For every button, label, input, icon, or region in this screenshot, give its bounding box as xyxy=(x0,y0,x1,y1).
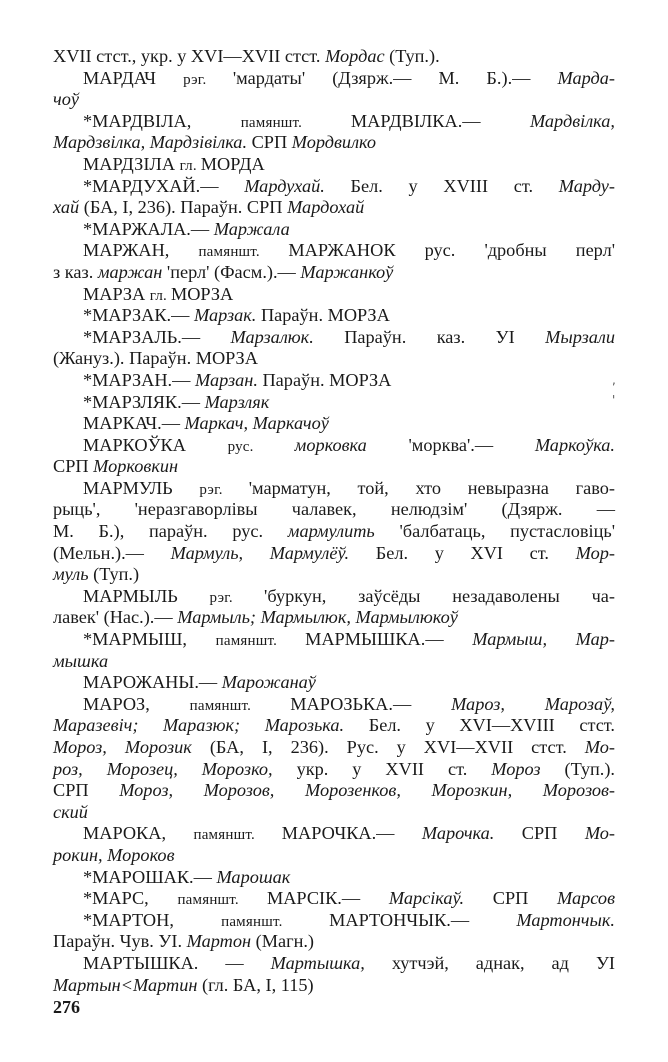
headword-text: 'перл' (Фасм.).— xyxy=(166,261,301,282)
headword-text: з каз. xyxy=(53,261,98,282)
italic-word: Мардвілка, xyxy=(529,110,615,131)
headword-text: МАРОЗЬКА.— xyxy=(290,693,452,714)
text-line xyxy=(53,564,615,586)
text-line xyxy=(53,651,615,673)
headword-text: МАРКАЧ.— xyxy=(83,413,185,434)
headword-text: СРП xyxy=(53,780,120,801)
italic-word: Мор- xyxy=(575,542,615,563)
headword-text: *МАРЗАЛЬ.— xyxy=(83,326,231,347)
headword-text: *МАРОШАК.— xyxy=(83,866,217,887)
italic-word: Марсікаў. xyxy=(388,888,493,909)
headword-text: хутчэй, аднак, ад УІ xyxy=(391,952,615,973)
text-line xyxy=(53,759,615,781)
text-line xyxy=(53,219,615,241)
headword-text: МАРМЫЛЬ xyxy=(83,585,210,606)
headword-text: МАРОЖАНЫ.— xyxy=(83,672,222,693)
italic-word: Маразевіч; Маразюк; Марозька. xyxy=(53,715,369,736)
text-line xyxy=(53,607,615,629)
italic-word: Мардухай. xyxy=(244,175,351,196)
italic-word: Мардохай xyxy=(287,197,365,218)
italic-word: муль xyxy=(53,564,94,585)
abbrev-word: гл. xyxy=(149,287,171,304)
text-line xyxy=(53,284,615,306)
italic-word: Мороз xyxy=(491,758,565,779)
headword-text: Бел. у XVI—XVIII стст. xyxy=(368,715,615,736)
headword-text: МАРОЧКА.— xyxy=(281,823,422,844)
text-line xyxy=(53,435,615,457)
text-line xyxy=(53,327,615,349)
headword-text: Параўн. МОРЗА xyxy=(260,305,390,326)
italic-word: Мартон xyxy=(186,931,256,952)
text-line xyxy=(53,370,615,392)
italic-word: Мармыш, Мар- xyxy=(472,629,615,650)
italic-word: Марсов xyxy=(557,888,616,909)
text-line xyxy=(53,478,615,500)
italic-word: хай xyxy=(53,197,84,218)
text-line xyxy=(53,499,615,521)
italic-word: чоў xyxy=(53,89,79,110)
text-line xyxy=(53,456,615,478)
headword-text: Параўн. МОРЗА xyxy=(262,369,392,390)
headword-text: рыць', 'неразгаворлівы чалавек, нелюдзім' (Дзярж. — xyxy=(53,499,615,520)
italic-word: Мордас xyxy=(325,46,385,66)
headword-text: *МАРТОН, xyxy=(83,909,222,930)
text-line xyxy=(53,715,615,737)
italic-word: Мармуль, Мармулёў. xyxy=(170,542,376,563)
italic-word: Марзан. xyxy=(194,369,263,390)
text-line xyxy=(53,586,615,608)
text-line xyxy=(53,262,615,284)
italic-word: Мартончык. xyxy=(516,909,616,930)
headword-text: (БА, I, 236). Параўн. СРП xyxy=(83,197,288,218)
text-line xyxy=(53,132,615,154)
text-line xyxy=(53,197,615,219)
headword-text: МАРМУЛЬ xyxy=(83,477,200,498)
headword-text: *МАРЗЛЯК.— xyxy=(83,391,205,412)
text-line xyxy=(53,737,615,759)
headword-text: МАРТОНЧЫК.— xyxy=(329,909,517,930)
italic-word: мармулить xyxy=(287,521,400,542)
text-line xyxy=(53,392,615,414)
headword-text: (Туп.). xyxy=(384,46,440,66)
text-line xyxy=(53,802,615,824)
italic-word: Маржанкоў xyxy=(300,261,394,282)
italic-word: Мордвилко xyxy=(291,132,377,153)
page-number: 276 xyxy=(53,997,80,1017)
headword-text: 'буркун, заўсёды незадаволены ча- xyxy=(264,585,616,606)
italic-word: Маркоўка. xyxy=(534,434,615,455)
italic-word: Марзак. xyxy=(193,305,261,326)
headword-text: *МАРМЫШ, xyxy=(83,629,216,650)
italic-word: Мороз, Морозов, Морозенков, Морозкин, Морозов- xyxy=(119,780,615,801)
abbrev-word: памяншт. xyxy=(189,697,291,714)
stray-mark: , xyxy=(612,373,616,387)
headword-text: МАРДАЧ xyxy=(83,67,184,88)
headword-text: (Магн.) xyxy=(255,931,315,952)
text-line xyxy=(53,931,615,953)
headword-text: 'мардаты' (Дзярж.— М. Б.).— xyxy=(232,67,558,88)
text-line xyxy=(53,413,615,435)
dictionary-page-text xyxy=(53,46,615,996)
text-line xyxy=(53,867,615,889)
headword-text: МАРМЫШКА.— xyxy=(305,629,473,650)
text-line xyxy=(53,89,615,111)
italic-word: мышка xyxy=(53,650,109,671)
headword-text: МАРДВІЛКА.— xyxy=(350,110,530,131)
headword-text: *МАРЖАЛА.— xyxy=(83,218,214,239)
headword-text: СРП xyxy=(492,888,558,909)
text-line xyxy=(53,845,615,867)
headword-text: 'марматун, той, хто невыразна гаво- xyxy=(248,477,615,498)
headword-text: МАРЖАНОК рус. 'дробны перл' xyxy=(288,240,615,261)
italic-word: Мо- xyxy=(584,823,616,844)
abbrev-word: памяншт. xyxy=(240,114,351,131)
italic-word: Мармыль; Мармылюк, Мармылюкоў xyxy=(177,607,458,628)
headword-text: XVII стст., укр. у XVI—XVII стст. xyxy=(53,46,326,66)
headword-text: Бел. у XVI ст. xyxy=(375,542,576,563)
italic-word: Мардзвілка, Мардзівілка. xyxy=(53,132,252,153)
headword-text: (БА, I, 236). Рус. у XVI—XVII стст. xyxy=(209,737,585,757)
text-line xyxy=(53,68,615,90)
italic-word: Мырзали xyxy=(545,326,615,347)
headword-text: МАРОЗ, xyxy=(83,693,190,714)
italic-word: Марду- xyxy=(558,175,615,196)
headword-text: *МАРДУХАЙ.— xyxy=(83,175,245,196)
text-line xyxy=(53,176,615,198)
italic-word: маржан xyxy=(97,261,167,282)
italic-word: Мартышка, xyxy=(270,952,392,973)
headword-text: *МАРС, xyxy=(83,888,178,909)
text-line xyxy=(53,305,615,327)
italic-word: Маркач, Маркачоў xyxy=(184,413,329,434)
italic-word: Мо- xyxy=(584,737,615,757)
abbrev-word: рэг. xyxy=(209,589,265,606)
headword-text: СРП xyxy=(53,456,94,477)
text-line xyxy=(53,888,615,910)
headword-text: МАРОКА, xyxy=(83,823,194,844)
headword-text: МОРДА xyxy=(200,153,265,174)
headword-text: *МАРЗАК.— xyxy=(83,305,194,326)
text-line xyxy=(53,46,615,68)
headword-text: (Жануз.). Параўн. МОРЗА xyxy=(53,348,258,369)
headword-text: МАРСІК.— xyxy=(266,888,389,909)
headword-text: *МАРДВІЛА, xyxy=(83,110,241,131)
headword-text: М. Б.), параўн. рус. xyxy=(53,521,288,542)
abbrev-word: рус. xyxy=(227,438,295,455)
stray-mark: ' xyxy=(612,393,616,407)
text-line xyxy=(53,672,615,694)
headword-text: МАРКОЎКА xyxy=(83,434,228,455)
headword-text: (Туп.) xyxy=(93,564,140,585)
headword-text: (гл. БА, I, 115) xyxy=(202,974,314,995)
text-line xyxy=(53,910,615,932)
abbrev-word: памяншт. xyxy=(177,892,267,909)
abbrev-word: памяншт. xyxy=(198,244,289,261)
italic-word: ский xyxy=(53,801,88,822)
headword-text: МАРДЗІЛА xyxy=(83,153,180,174)
headword-text: Параўн. Чув. УІ. xyxy=(53,931,187,952)
abbrev-word: рэг. xyxy=(199,481,249,498)
text-line xyxy=(53,694,615,716)
text-line xyxy=(53,953,615,975)
headword-text: МАРЖАН, xyxy=(83,240,199,261)
text-line xyxy=(53,780,615,802)
italic-word: Марзалюк. xyxy=(230,326,345,347)
headword-text: 'балбатаць, пустасловіць' xyxy=(399,521,616,542)
italic-word: Марошак xyxy=(216,866,291,887)
italic-word: Марда- xyxy=(557,67,615,88)
italic-word: Мароз, Марозаў, xyxy=(451,693,615,714)
text-line xyxy=(53,240,615,262)
italic-word: Мороз, Морозик xyxy=(53,737,210,757)
text-line xyxy=(53,521,615,543)
abbrev-word: рэг. xyxy=(183,71,233,88)
headword-text: МАРЗА xyxy=(83,283,150,304)
abbrev-word: гл. xyxy=(179,157,201,174)
headword-text: СРП xyxy=(251,132,292,153)
text-line xyxy=(53,348,615,370)
italic-word: роз, Морозец, Морозко, xyxy=(53,758,297,779)
headword-text: укр. у XVII ст. xyxy=(296,758,492,779)
headword-text: 'морква'.— xyxy=(408,434,535,455)
headword-text: МАРТЫШКА. — xyxy=(83,952,271,973)
text-line xyxy=(53,543,615,565)
text-line xyxy=(53,154,615,176)
italic-word: Марочка. xyxy=(421,823,522,844)
italic-word: Мартын<Мартин xyxy=(53,974,202,995)
text-line xyxy=(53,975,615,997)
abbrev-word: памяншт. xyxy=(193,827,282,844)
abbrev-word: памяншт. xyxy=(215,633,306,650)
headword-text: *МАРЗАН.— xyxy=(83,369,195,390)
italic-word: Морковкин xyxy=(93,456,179,477)
text-line xyxy=(53,823,615,845)
headword-text: Бел. у XVIII ст. xyxy=(350,175,559,196)
headword-text: лавек' (Нас.).— xyxy=(53,607,178,628)
headword-text: Параўн. каз. УІ xyxy=(344,326,546,347)
text-line xyxy=(53,629,615,651)
italic-word: рокин, Мороков xyxy=(53,844,175,865)
italic-word: Маржала xyxy=(213,218,290,239)
headword-text: (Туп.). xyxy=(564,758,615,779)
headword-text: (Мельн.).— xyxy=(53,542,171,563)
text-line xyxy=(53,111,615,133)
abbrev-word: памяншт. xyxy=(221,913,330,930)
italic-word: морковка xyxy=(294,434,409,455)
italic-word: Марожанаў xyxy=(221,672,316,693)
headword-text: МОРЗА xyxy=(170,283,234,304)
italic-word: Марзляк xyxy=(204,391,270,412)
headword-text: СРП xyxy=(521,823,585,844)
